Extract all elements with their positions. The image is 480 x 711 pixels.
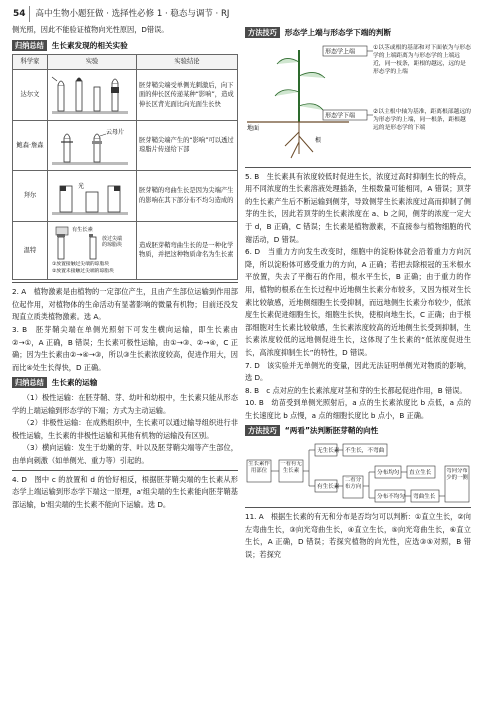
right-column bbox=[245, 24, 471, 561]
scientist-boysen-jensen: 鲍森·詹森 bbox=[13, 120, 48, 171]
book-title: 高中生物小题狂做 · 选择性必修 1 · 稳态与调节 · RJ bbox=[35, 9, 230, 19]
flow-uneven: 分布不均匀 bbox=[377, 494, 405, 501]
flow-step-2: 二看分布方向 bbox=[344, 477, 362, 490]
transport-lateral: （3）横向运输：发生于幼嫩的芽、叶以及胚芽鞘尖端等产生部位，由单向刺激（如单侧光、重力等）引起的。 bbox=[12, 443, 238, 465]
paal-conclusion: 胚芽鞘的弯曲生长是因为尖端产生的影响在其下部分布不均匀造成的 bbox=[137, 171, 238, 222]
went-label-b: 放过尖端 bbox=[102, 235, 123, 242]
morphology-note-2: ②以主根中轴为基准，距离根部越远的为形态学的上端，同一根条，距根越远的是形态学的下端 bbox=[373, 108, 471, 131]
answer-8: 8. B c 点对应的生长素浓度对茎和芽的生长都起促进作用，B 错误。 bbox=[245, 385, 467, 395]
flow-step-1: 一看有无生长素 bbox=[280, 461, 302, 474]
went-label-a: 有生长素 bbox=[72, 226, 93, 233]
table-row bbox=[13, 120, 238, 171]
method-title: 形态学上端与形态学下端的判断 bbox=[284, 28, 392, 37]
answer-6: 6. D 当重力方向发生改变时，细胞中的淀粉体就会沿着重力方向沉降，所以淀粉体可感受重力的方向，A 正确；若把去除根冠的玉米根水平放置，失去了平衡石的作用，根水平生长，B 正确；由于重力的作用，植物的根系在生长过程中近地侧生长素分布较多，又因为根对生长素比较敏感，近地侧细胞生长受抑制，而远地侧生长素分布较少，低浓度生长素促进细胞生长，细胞生长快，使根向地生长，C 正确；由于根部细胞对生长素比较敏感，生长素浓度较高的近地侧生长受到抑制，生长素浓度较低的远地侧促进生长，这体现了生长素的“低浓度促进生长，高浓度抑制生长”的特性，D 错误。 bbox=[245, 247, 471, 357]
light-label: 光 bbox=[78, 183, 85, 191]
intro-line: 侧光照，因此不能验证植物向光性原因，D错误。 bbox=[12, 25, 169, 34]
answer-5: 5. B 生长素具有浓度较低时促进生长，浓度过高时抑制生长的特点，用不同浓度的生长素溶液处理插条，生根数量可能相同，A 错误；顶芽的生长素产生后不断运输到侧芽，导致侧芽生长素浓度过高而抑制了侧芽的生长，因此若顶芽的生长素浓度在 a、b 之间，侧芽的浓度一定大于 d，B 正确，C 错误；生长素是植物激素，不直接参与植物细胞的代谢活动，D 错误。 bbox=[245, 171, 471, 244]
section-divider bbox=[12, 470, 238, 471]
lower-end-label: 形态学下端 bbox=[325, 112, 356, 120]
section-divider bbox=[245, 167, 471, 168]
transport-nonpolar: （2）非极性运输：在成熟组织中，生长素可以通过输导组织进行非极性运输，生长素的非极性运输和其他有机物的运输没有区别。 bbox=[12, 418, 238, 440]
answer-10: 10. B 幼苗受到单侧光照射后，a 点的生长素浓度比 b 点低，a 点的生长速度比 b 点慢，a 点的细胞长度比 b 点小，B 正确。 bbox=[245, 398, 471, 420]
jensen-conclusion: 胚芽鞘尖端产生的“影响”可以透过琼脂片传递给下部 bbox=[137, 120, 238, 171]
method-tag: 方法技巧 bbox=[245, 425, 280, 436]
flow-source: 生长素作用部位 bbox=[248, 461, 270, 474]
darwin-conclusion: 胚芽鞘尖端受单侧光刺激后，向下面的伸长区传递某种“影响”，造成伸长区背光面比向光面生长快 bbox=[137, 70, 238, 121]
method-heading-1 bbox=[245, 27, 471, 40]
went-experiment-diagram bbox=[48, 221, 137, 280]
flow-bend: 弯曲生长 bbox=[413, 494, 436, 501]
jensen-experiment-diagram bbox=[48, 120, 137, 171]
went-label-c: 的琼脂块 bbox=[102, 241, 123, 248]
went-conclusion: 造成胚芽鞘弯曲生长的是一种化学物质，并把这种物质命名为生长素 bbox=[137, 221, 238, 280]
col-conclusion: 实验结论 bbox=[137, 55, 238, 70]
flow-bend-side: 弯向分布少的一侧 bbox=[446, 468, 468, 482]
scientist-paal: 拜尔 bbox=[13, 171, 48, 222]
flow-no-auxin: 无生长素 bbox=[317, 448, 340, 455]
upper-end-label: 形态学上端 bbox=[325, 48, 356, 56]
morphology-note-1: ①以茎或根的基部和对下面依为与形态学的上端距离为与形态学的上端远近，同一枝条，距根的越远，远的是形态学的上端 bbox=[373, 44, 471, 75]
summary-title: 生长素的运输 bbox=[51, 378, 98, 388]
section-divider bbox=[245, 507, 471, 508]
ground-label: 地面 bbox=[247, 124, 260, 132]
mica-label: 云母片 bbox=[106, 128, 125, 136]
summary-tag: 归纳总结 bbox=[12, 40, 47, 51]
flow-even: 分布均匀 bbox=[377, 470, 400, 477]
went-legend-2: ②放置未接触过尖端的琼脂块 bbox=[52, 268, 114, 274]
page-number: 54 bbox=[10, 6, 30, 22]
tropism-flowchart bbox=[245, 440, 471, 504]
scientist-went: 温特 bbox=[13, 221, 48, 280]
answer-3: 3. B 胚芽鞘尖端在单侧光照射下可发生横向运输，即生长素由②→①，A 正确，B 错误；生长素可极性运输，由①→③、②→④，C 正确；因为生长素由②→④→③，所以③生长素浓度较高，促进作用大，因而比④处生长得快，D 正确。 bbox=[12, 324, 238, 372]
left-column bbox=[12, 24, 238, 511]
section-divider bbox=[12, 282, 238, 283]
summary-tag: 归纳总结 bbox=[12, 377, 47, 388]
transport-polar: （1）极性运输：在胚芽鞘、芽、幼叶和幼根中，生长素只能从形态学的上端运输到形态学的下端；方式为主动运输。 bbox=[12, 392, 238, 415]
paal-experiment-diagram bbox=[48, 171, 137, 222]
flow-straight: 直立生长 bbox=[409, 470, 432, 477]
table-header-row bbox=[13, 55, 238, 70]
page-header bbox=[10, 6, 470, 22]
flow-no-growth: 不生长，不弯曲 bbox=[345, 448, 385, 455]
method-tag: 方法技巧 bbox=[245, 27, 280, 38]
answer-4: 4. D 图中 c 的放置和 d 的恰好相反，根据胚芽鞘尖端的生长素从形态学上端运输到形态学下端这一原理，a'组尖端的生长素能向胚芽鞘基部运输，b'组尖端的生长素不能向下运输。选 D。 bbox=[12, 474, 238, 509]
col-scientist: 科学家 bbox=[13, 55, 48, 70]
answer-7: 7. D 该实验并无单侧光的变量，因此无法证明单侧光对物质的影响，选 D。 bbox=[245, 360, 471, 383]
table-row bbox=[13, 221, 238, 280]
table-row bbox=[13, 70, 238, 121]
method-title: “两看”法判断胚芽鞘的向性 bbox=[284, 426, 379, 436]
plant-morphology-diagram bbox=[245, 42, 471, 164]
summary-title: 生长素发现的相关实验 bbox=[51, 40, 128, 50]
summary-heading-1 bbox=[12, 40, 238, 53]
darwin-experiment-diagram bbox=[48, 70, 137, 121]
flow-has-auxin: 有生长素 bbox=[317, 484, 340, 491]
answer-2: 2. A 植物激素是由植物的一定部位产生，且由产生部位运输到作用部位起作用，对植物体的生命活动有显著影响的微量有机物；目前还没发现直立质类植物激素。选 A。 bbox=[12, 287, 238, 322]
answer-11: 11. A 根据生长素的有无和分布是否均匀可以判断：①直立生长，②向左弯曲生长，③向光弯曲生长，④直立生长，⑤向光弯曲生长，⑥直立生长，A 正确，D 错误；若探究植物的向光性，应选③⑤对照，B 错误；若探究 bbox=[245, 512, 471, 559]
summary-heading-2 bbox=[12, 377, 238, 390]
table-row bbox=[13, 171, 238, 222]
went-legend-1: ①放置接触过尖端的琼脂块 bbox=[52, 261, 110, 267]
scientist-darwin: 达尔文 bbox=[13, 70, 48, 121]
experiment-table bbox=[12, 54, 238, 280]
root-label: 根 bbox=[315, 136, 322, 144]
col-experiment: 实验 bbox=[48, 55, 137, 70]
method-heading-2 bbox=[245, 425, 471, 438]
